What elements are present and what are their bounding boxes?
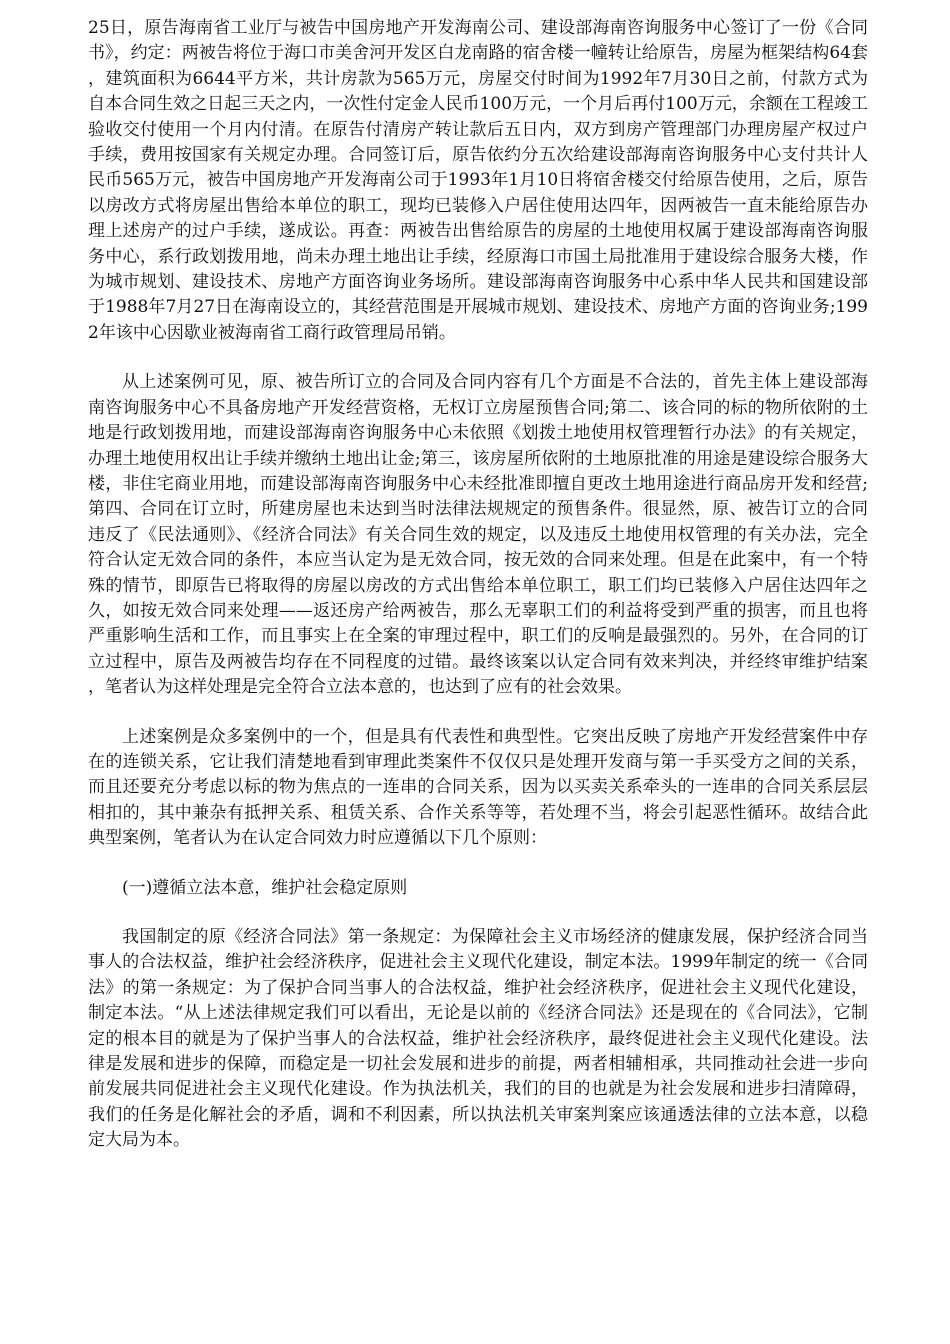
case-significance-paragraph: 上述案例是众多案例中的一个，但是具有代表性和典型性。它突出反映了房地产开发经营案件中存在的连锁关系，它让我们清楚地看到审理此类案件不仅仅只是处理开发商与第一手买受方之间的关系，而且还要充分考虑以标的物为焦点的一连串的合同关系，因为以买卖关系牵头的一连串的合同关系层层相扣的，其中兼杂有抵押关系、租赁关系、合作关系等等，若处理不当，将会引起恶性循环。故结合此典型案例，笔者认为在认定合同效力时应遵循以下几个原则： [88,726,868,849]
legislative-intent-paragraph: 我国制定的原《经济合同法》第一条规定：为保障社会主义市场经济的健康发展，保护经济合同当事人的合法权益，维护社会经济秩序，促进社会主义现代化建设，制定本法。1999年制定的统一《合同法》的第一条规定：为了保护合同当事人的合法权益，维护社会经济秩序，促进社会主义现代化建设，制定本法。“从上述法律规定我们可以看出，无论是以前的《经济合同法》还是现在的《合同法》，它制定的根本目的就是为了保护当事人的合法权益，维护社会经济秩序，最终促进社会主义现代化建设。法律是发展和进步的保障，而稳定是一切社会发展和进步的前提，两者相辅相承，共同推动社会进一步向前发展共同促进社会主义现代化建设。作为执法机关，我们的目的也就是为社会发展和进步扫清障碍，我们的任务是化解社会的矛盾，调和不利因素，所以执法机关审案判案应该通透法律的立法本意，以稳定大局为本。 [88,927,868,1151]
document-page [88,16,868,1154]
case-analysis-paragraph: 从上述案例可见，原、被告所订立的合同及合同内容有几个方面是不合法的，首先主体上建设部海南咨询服务中心不具备房地产开发经营资格，无权订立房屋预售合同;第二、该合同的标的物所依附的土地是行政划拨用地，而建设部海南咨询服务中心未依照《划拨土地使用权管理暂行办法》的有关规定，办理土地使用权出让手续并缴纳土地出让金;第三，该房屋所依附的土地原批准的用途是建设综合服务大楼，非住宅商业用地，而建设部海南咨询服务中心未经批准即擅自更改土地用途进行商品房开发和经营;第四、合同在订立时，所建房屋也未达到当时法律法规规定的预售条件。很显然，原、被告订立的合同违反了《民法通则》、《经济合同法》有关合同生效的规定，以及违反土地使用权管理的有关办法，完全符合认定无效合同的条件，本应当认定为是无效合同，按无效的合同来处理。但是在此案中，有一个特殊的情节，即原告已将取得的房屋以房改的方式出售给本单位职工，职工们均已装修入户居住达四年之久，如按无效合同来处理——返还房产给两被告，那么无辜职工们的利益将受到严重的损害，而且也将严重影响生活和工作，而且事实上在全案的审理过程中，职工们的反响是最强烈的。另外，在合同的订立过程中，原告及两被告均存在不同程度的过错。最终该案以认定合同有效来判决，并经终审维护结案，笔者认为这样处理是完全符合立法本意的，也达到了应有的社会效果。 [88,372,868,698]
case-facts-paragraph: 25日，原告海南省工业厅与被告中国房地产开发海南公司、建设部海南咨询服务中心签订了一份《合同书》，约定：两被告将位于海口市美舍河开发区白龙南路的宿舍楼一幢转让给原告，房屋为框架结构64套，建筑面积为6644平方米，共计房款为565万元，房屋交付时间为1992年7月30日之前，付款方式为自本合同生效之日起三天之内，一次性付定金人民币100万元，一个月后再付100万元，余额在工程竣工验收交付使用一个月内付清。在原告付清房产转让款后五日内，双方到房产管理部门办理房屋产权过户手续，费用按国家有关规定办理。合同签订后，原告依约分五次给建设部海南咨询服务中心支付共计人民币565万元，被告中国房地产开发海南公司于1993年1月10日将宿舍楼交付给原告使用，之后，原告以房改方式将房屋出售给本单位的职工，现均已装修入户居住使用达四年，因两被告一直未能给原告办理上述房产的过户手续，遂成讼。再查：两被告出售给原告的房屋的土地使用权属于建设部海南咨询服务中心，系行政划拨用地，尚未办理土地出让手续，经原海口市国土局批准用于建设综合服务大楼，作为城市规划、建设技术、房地产方面咨询业务场所。建设部海南咨询服务中心系中华人民共和国建设部于1988年7月27日在海南设立的，其经营范围是开展城市规划、建设技术、房地产方面的咨询业务;1992年该中心因歇业被海南省工商行政管理局吊销。 [88,18,868,343]
section-heading: (一)遵循立法本意，维护社会稳定原则 [122,877,408,898]
